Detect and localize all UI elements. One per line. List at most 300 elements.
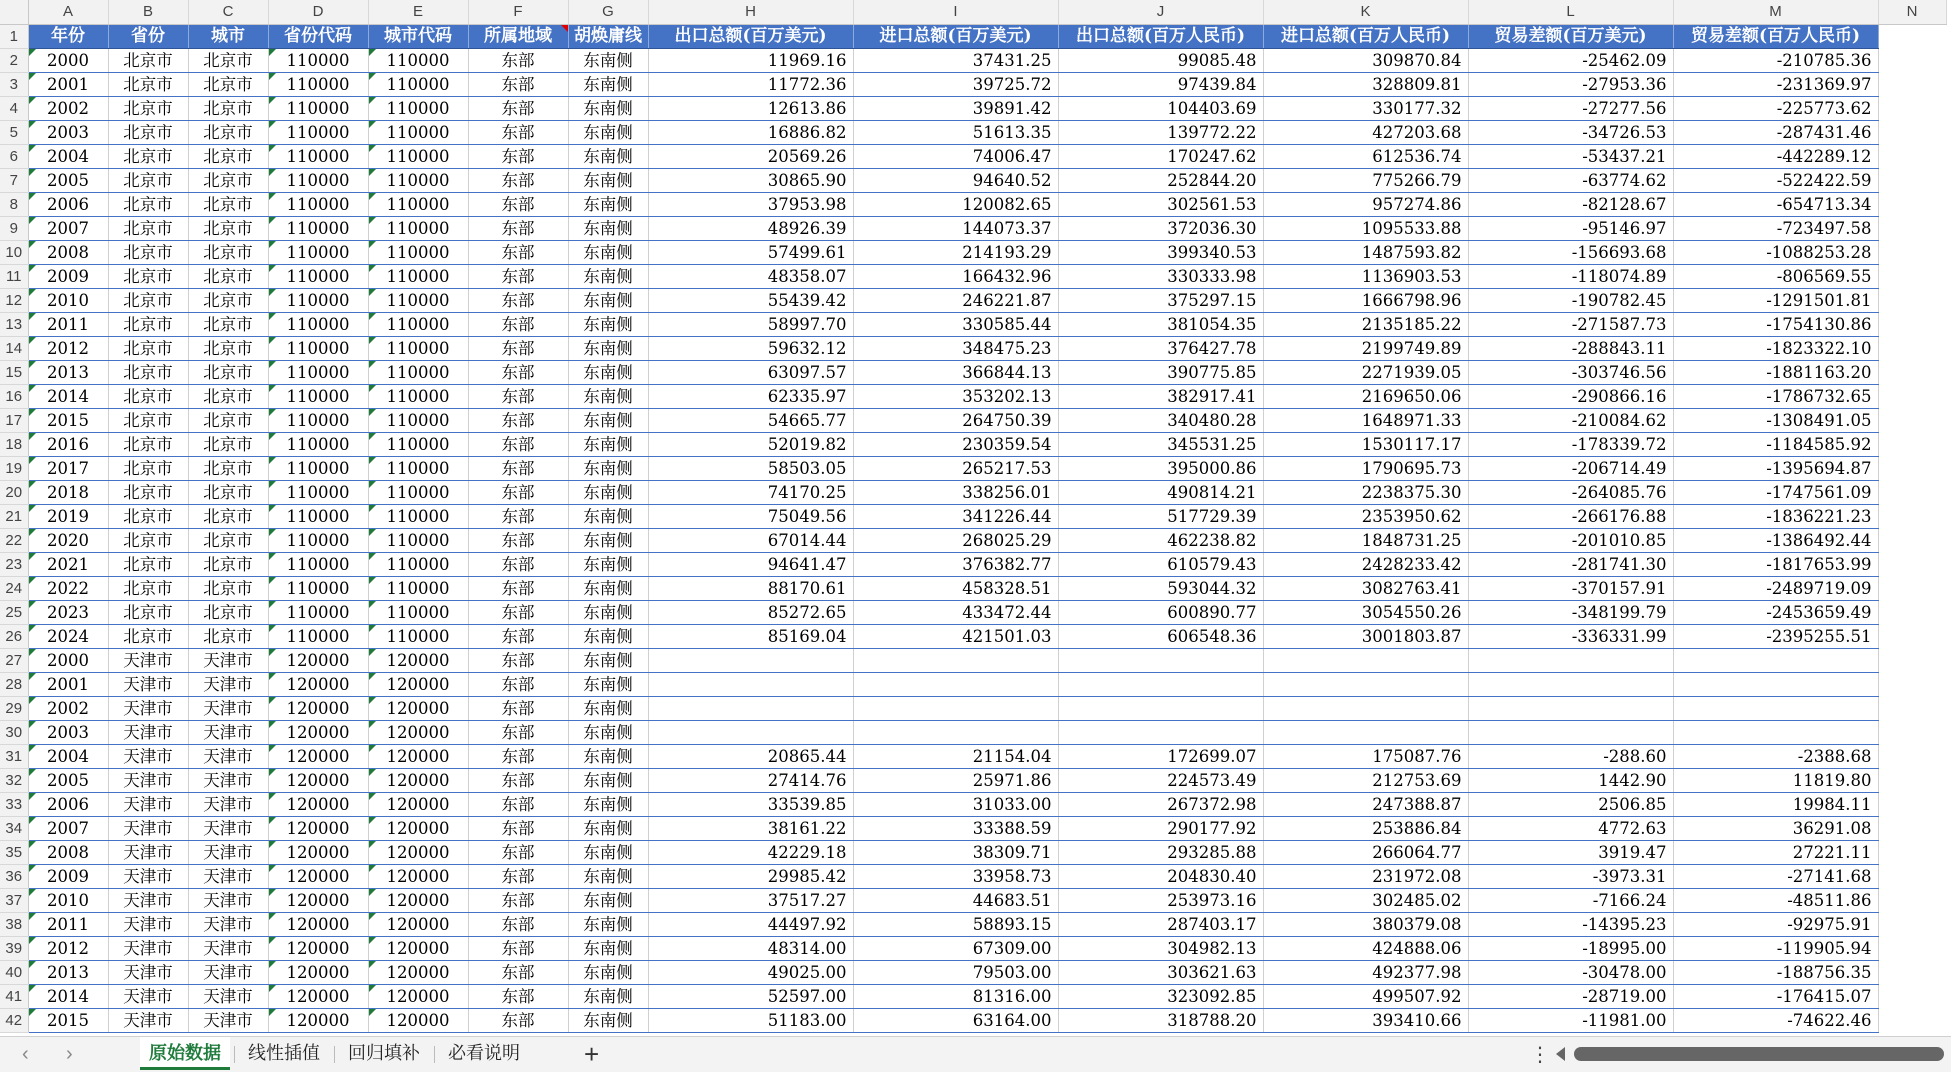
prev-sheet-icon[interactable]: ‹: [22, 1043, 29, 1065]
table-cell[interactable]: 2013: [28, 360, 108, 384]
empty-cell[interactable]: [1878, 336, 1946, 360]
table-cell[interactable]: 427203.68: [1263, 120, 1468, 144]
table-cell[interactable]: [1263, 672, 1468, 696]
table-cell[interactable]: 94640.52: [853, 168, 1058, 192]
table-cell[interactable]: 3082763.41: [1263, 576, 1468, 600]
table-cell[interactable]: 天津市: [108, 864, 188, 888]
table-cell[interactable]: 110000: [368, 264, 468, 288]
table-cell[interactable]: 2020: [28, 528, 108, 552]
row-header[interactable]: 23: [0, 552, 28, 576]
table-cell[interactable]: -92975.91: [1673, 912, 1878, 936]
table-cell[interactable]: 东部: [468, 768, 568, 792]
table-cell[interactable]: 110000: [268, 120, 368, 144]
table-cell[interactable]: 东南侧: [568, 912, 648, 936]
row-header[interactable]: 9: [0, 216, 28, 240]
table-cell[interactable]: 120000: [368, 792, 468, 816]
table-cell[interactable]: 323092.85: [1058, 984, 1263, 1008]
table-cell[interactable]: 北京市: [108, 456, 188, 480]
table-cell[interactable]: 1530117.17: [1263, 432, 1468, 456]
table-cell[interactable]: 北京市: [108, 384, 188, 408]
table-cell[interactable]: 东南侧: [568, 504, 648, 528]
table-cell[interactable]: 110000: [268, 552, 368, 576]
table-cell[interactable]: [648, 720, 853, 744]
row-header[interactable]: 10: [0, 240, 28, 264]
table-cell[interactable]: 120000: [368, 1008, 468, 1032]
table-cell[interactable]: 490814.21: [1058, 480, 1263, 504]
table-cell[interactable]: 120000: [268, 888, 368, 912]
table-cell[interactable]: 62335.97: [648, 384, 853, 408]
table-cell[interactable]: 2004: [28, 744, 108, 768]
table-cell[interactable]: 天津市: [108, 1008, 188, 1032]
table-cell[interactable]: 110000: [268, 624, 368, 648]
table-cell[interactable]: 52597.00: [648, 984, 853, 1008]
empty-cell[interactable]: [1878, 744, 1946, 768]
header-cell[interactable]: 省份代码: [268, 24, 368, 48]
table-cell[interactable]: 北京市: [188, 192, 268, 216]
row-header[interactable]: 37: [0, 888, 28, 912]
table-cell[interactable]: 东部: [468, 288, 568, 312]
table-cell[interactable]: -1184585.92: [1673, 432, 1878, 456]
table-cell[interactable]: -30478.00: [1468, 960, 1673, 984]
table-cell[interactable]: 东部: [468, 792, 568, 816]
table-cell[interactable]: 北京市: [188, 432, 268, 456]
table-cell[interactable]: 3054550.26: [1263, 600, 1468, 624]
row-header[interactable]: 27: [0, 648, 28, 672]
table-cell[interactable]: 110000: [268, 528, 368, 552]
table-cell[interactable]: 2015: [28, 1008, 108, 1032]
column-header-d[interactable]: D: [268, 0, 368, 24]
table-cell[interactable]: 399340.53: [1058, 240, 1263, 264]
header-cell[interactable]: 进口总额(百万美元): [853, 24, 1058, 48]
table-cell[interactable]: -288.60: [1468, 744, 1673, 768]
table-cell[interactable]: -7166.24: [1468, 888, 1673, 912]
table-cell[interactable]: -34726.53: [1468, 120, 1673, 144]
empty-cell[interactable]: [1878, 192, 1946, 216]
row-header[interactable]: 4: [0, 96, 28, 120]
table-cell[interactable]: 东南侧: [568, 408, 648, 432]
table-cell[interactable]: 北京市: [108, 552, 188, 576]
table-cell[interactable]: 340480.28: [1058, 408, 1263, 432]
table-cell[interactable]: -95146.97: [1468, 216, 1673, 240]
table-cell[interactable]: 天津市: [108, 960, 188, 984]
table-cell[interactable]: 120082.65: [853, 192, 1058, 216]
scroll-left-icon[interactable]: [1556, 1047, 1565, 1061]
table-cell[interactable]: 东南侧: [568, 600, 648, 624]
table-cell[interactable]: 2004: [28, 144, 108, 168]
table-cell[interactable]: 天津市: [188, 864, 268, 888]
table-cell[interactable]: 东南侧: [568, 816, 648, 840]
table-cell[interactable]: 天津市: [108, 648, 188, 672]
table-cell[interactable]: 212753.69: [1263, 768, 1468, 792]
row-header[interactable]: 42: [0, 1008, 28, 1032]
table-cell[interactable]: 2011: [28, 312, 108, 336]
table-cell[interactable]: 北京市: [108, 120, 188, 144]
table-cell[interactable]: 268025.29: [853, 528, 1058, 552]
table-cell[interactable]: 120000: [268, 936, 368, 960]
table-cell[interactable]: 4772.63: [1468, 816, 1673, 840]
table-cell[interactable]: [1673, 672, 1878, 696]
column-header-k[interactable]: K: [1263, 0, 1468, 24]
table-cell[interactable]: 东南侧: [568, 264, 648, 288]
table-cell[interactable]: 110000: [368, 144, 468, 168]
table-cell[interactable]: 2199749.89: [1263, 336, 1468, 360]
table-cell[interactable]: 264750.39: [853, 408, 1058, 432]
table-cell[interactable]: 北京市: [188, 288, 268, 312]
table-cell[interactable]: 302561.53: [1058, 192, 1263, 216]
table-cell[interactable]: 120000: [368, 768, 468, 792]
empty-cell[interactable]: [1878, 696, 1946, 720]
table-cell[interactable]: 天津市: [188, 912, 268, 936]
table-cell[interactable]: 381054.35: [1058, 312, 1263, 336]
row-header[interactable]: 30: [0, 720, 28, 744]
table-cell[interactable]: 2007: [28, 216, 108, 240]
select-all-corner[interactable]: [0, 0, 28, 24]
table-cell[interactable]: 东南侧: [568, 792, 648, 816]
table-cell[interactable]: 天津市: [188, 720, 268, 744]
table-cell[interactable]: [1058, 720, 1263, 744]
table-cell[interactable]: 东南侧: [568, 864, 648, 888]
empty-cell[interactable]: [1878, 768, 1946, 792]
table-cell[interactable]: 北京市: [108, 432, 188, 456]
table-cell[interactable]: 1095533.88: [1263, 216, 1468, 240]
table-cell[interactable]: 110000: [368, 288, 468, 312]
table-cell[interactable]: 东南侧: [568, 840, 648, 864]
table-cell[interactable]: 110000: [368, 480, 468, 504]
row-header[interactable]: 29: [0, 696, 28, 720]
table-cell[interactable]: 110000: [268, 384, 368, 408]
table-cell[interactable]: 120000: [368, 936, 468, 960]
table-cell[interactable]: 东南侧: [568, 984, 648, 1008]
table-cell[interactable]: 2238375.30: [1263, 480, 1468, 504]
table-cell[interactable]: 1848731.25: [1263, 528, 1468, 552]
table-cell[interactable]: 110000: [368, 96, 468, 120]
table-cell[interactable]: 110000: [368, 312, 468, 336]
table-cell[interactable]: 东部: [468, 552, 568, 576]
table-cell[interactable]: 51183.00: [648, 1008, 853, 1032]
table-cell[interactable]: 天津市: [188, 696, 268, 720]
table-cell[interactable]: 458328.51: [853, 576, 1058, 600]
table-cell[interactable]: 120000: [368, 816, 468, 840]
column-header-e[interactable]: E: [368, 0, 468, 24]
column-header-m[interactable]: M: [1673, 0, 1878, 24]
table-cell[interactable]: 110000: [368, 432, 468, 456]
header-cell[interactable]: [1878, 24, 1946, 48]
header-cell[interactable]: 出口总额(百万人民币): [1058, 24, 1263, 48]
header-cell[interactable]: 出口总额(百万美元): [648, 24, 853, 48]
empty-cell[interactable]: [1878, 960, 1946, 984]
table-cell[interactable]: 74170.25: [648, 480, 853, 504]
table-cell[interactable]: 58503.05: [648, 456, 853, 480]
table-cell[interactable]: 东部: [468, 312, 568, 336]
table-cell[interactable]: 2001: [28, 72, 108, 96]
table-cell[interactable]: 东部: [468, 72, 568, 96]
table-cell[interactable]: 110000: [368, 240, 468, 264]
table-cell[interactable]: 775266.79: [1263, 168, 1468, 192]
table-cell[interactable]: 2000: [28, 648, 108, 672]
empty-cell[interactable]: [1878, 912, 1946, 936]
table-cell[interactable]: 110000: [268, 288, 368, 312]
empty-cell[interactable]: [1878, 120, 1946, 144]
table-cell[interactable]: 120000: [268, 912, 368, 936]
table-cell[interactable]: 东南侧: [568, 96, 648, 120]
table-cell[interactable]: 170247.62: [1058, 144, 1263, 168]
table-cell[interactable]: 120000: [268, 792, 368, 816]
empty-cell[interactable]: [1878, 528, 1946, 552]
table-cell[interactable]: 382917.41: [1058, 384, 1263, 408]
table-cell[interactable]: 东部: [468, 960, 568, 984]
table-cell[interactable]: 2019: [28, 504, 108, 528]
table-cell[interactable]: 东部: [468, 816, 568, 840]
table-cell[interactable]: -225773.62: [1673, 96, 1878, 120]
table-cell[interactable]: 东南侧: [568, 528, 648, 552]
table-cell[interactable]: [1468, 672, 1673, 696]
table-cell[interactable]: -290866.16: [1468, 384, 1673, 408]
table-cell[interactable]: 38309.71: [853, 840, 1058, 864]
table-cell[interactable]: 166432.96: [853, 264, 1058, 288]
table-cell[interactable]: -210084.62: [1468, 408, 1673, 432]
table-cell[interactable]: 120000: [268, 960, 368, 984]
table-cell[interactable]: 东部: [468, 912, 568, 936]
table-cell[interactable]: [853, 648, 1058, 672]
table-cell[interactable]: 东南侧: [568, 552, 648, 576]
table-cell[interactable]: 110000: [268, 600, 368, 624]
table-cell[interactable]: 北京市: [188, 600, 268, 624]
header-cell[interactable]: 胡焕庸线: [568, 24, 648, 48]
empty-cell[interactable]: [1878, 168, 1946, 192]
table-cell[interactable]: [648, 696, 853, 720]
table-cell[interactable]: [1468, 696, 1673, 720]
table-cell[interactable]: -27277.56: [1468, 96, 1673, 120]
column-header-a[interactable]: A: [28, 0, 108, 24]
row-header[interactable]: 26: [0, 624, 28, 648]
table-cell[interactable]: 天津市: [108, 768, 188, 792]
table-cell[interactable]: 东南侧: [568, 216, 648, 240]
table-cell[interactable]: 67014.44: [648, 528, 853, 552]
table-cell[interactable]: 2000: [28, 48, 108, 72]
table-cell[interactable]: 37953.98: [648, 192, 853, 216]
row-header[interactable]: 33: [0, 792, 28, 816]
empty-cell[interactable]: [1878, 360, 1946, 384]
table-cell[interactable]: 东部: [468, 984, 568, 1008]
column-header-g[interactable]: G: [568, 0, 648, 24]
table-cell[interactable]: 120000: [268, 696, 368, 720]
row-header[interactable]: 41: [0, 984, 28, 1008]
table-cell[interactable]: 37517.27: [648, 888, 853, 912]
table-cell[interactable]: 2169650.06: [1263, 384, 1468, 408]
table-cell[interactable]: 309870.84: [1263, 48, 1468, 72]
table-cell[interactable]: 北京市: [188, 480, 268, 504]
table-cell[interactable]: -1747561.09: [1673, 480, 1878, 504]
table-cell[interactable]: 天津市: [188, 936, 268, 960]
table-cell[interactable]: 2002: [28, 96, 108, 120]
table-cell[interactable]: 63097.57: [648, 360, 853, 384]
table-cell[interactable]: 57499.61: [648, 240, 853, 264]
table-cell[interactable]: 120000: [368, 720, 468, 744]
table-cell[interactable]: 600890.77: [1058, 600, 1263, 624]
table-cell[interactable]: 东部: [468, 672, 568, 696]
table-cell[interactable]: 30865.90: [648, 168, 853, 192]
table-cell[interactable]: 东南侧: [568, 384, 648, 408]
row-header[interactable]: 40: [0, 960, 28, 984]
table-cell[interactable]: 东部: [468, 624, 568, 648]
row-header[interactable]: 6: [0, 144, 28, 168]
table-cell[interactable]: 110000: [368, 192, 468, 216]
table-cell[interactable]: 390775.85: [1058, 360, 1263, 384]
table-cell[interactable]: 东部: [468, 456, 568, 480]
table-cell[interactable]: 231972.08: [1263, 864, 1468, 888]
table-cell[interactable]: 天津市: [108, 936, 188, 960]
empty-cell[interactable]: [1878, 816, 1946, 840]
table-cell[interactable]: 110000: [268, 144, 368, 168]
table-cell[interactable]: -288843.11: [1468, 336, 1673, 360]
table-cell[interactable]: 33958.73: [853, 864, 1058, 888]
table-cell[interactable]: 2006: [28, 792, 108, 816]
table-cell[interactable]: [1673, 696, 1878, 720]
table-cell[interactable]: 天津市: [108, 792, 188, 816]
table-cell[interactable]: 2013: [28, 960, 108, 984]
table-cell[interactable]: -442289.12: [1673, 144, 1878, 168]
table-cell[interactable]: 北京市: [108, 312, 188, 336]
table-cell[interactable]: -522422.59: [1673, 168, 1878, 192]
table-cell[interactable]: 120000: [268, 768, 368, 792]
table-cell[interactable]: 东部: [468, 264, 568, 288]
table-cell[interactable]: 天津市: [188, 768, 268, 792]
table-cell[interactable]: 北京市: [188, 264, 268, 288]
table-cell[interactable]: -1823322.10: [1673, 336, 1878, 360]
table-cell[interactable]: 东部: [468, 216, 568, 240]
table-cell[interactable]: 11969.16: [648, 48, 853, 72]
table-cell[interactable]: 110000: [368, 48, 468, 72]
table-cell[interactable]: 北京市: [108, 192, 188, 216]
table-cell[interactable]: 48926.39: [648, 216, 853, 240]
empty-cell[interactable]: [1878, 240, 1946, 264]
table-cell[interactable]: 1666798.96: [1263, 288, 1468, 312]
empty-cell[interactable]: [1878, 432, 1946, 456]
table-cell[interactable]: 345531.25: [1058, 432, 1263, 456]
table-cell[interactable]: 120000: [368, 840, 468, 864]
table-cell[interactable]: 372036.30: [1058, 216, 1263, 240]
table-cell[interactable]: 67309.00: [853, 936, 1058, 960]
table-cell[interactable]: -1754130.86: [1673, 312, 1878, 336]
table-cell[interactable]: 天津市: [188, 888, 268, 912]
table-cell[interactable]: -74622.46: [1673, 1008, 1878, 1032]
table-cell[interactable]: -190782.45: [1468, 288, 1673, 312]
table-cell[interactable]: [1058, 648, 1263, 672]
table-cell[interactable]: 2014: [28, 384, 108, 408]
empty-cell[interactable]: [1878, 672, 1946, 696]
table-cell[interactable]: 北京市: [188, 240, 268, 264]
table-cell[interactable]: 63164.00: [853, 1008, 1058, 1032]
table-cell[interactable]: 366844.13: [853, 360, 1058, 384]
table-cell[interactable]: 天津市: [188, 816, 268, 840]
table-cell[interactable]: 110000: [368, 72, 468, 96]
table-cell[interactable]: 54665.77: [648, 408, 853, 432]
table-cell[interactable]: 北京市: [188, 48, 268, 72]
table-cell[interactable]: 110000: [368, 168, 468, 192]
table-cell[interactable]: -2453659.49: [1673, 600, 1878, 624]
more-options-icon[interactable]: ⋮: [1530, 1044, 1550, 1066]
table-cell[interactable]: 328809.81: [1263, 72, 1468, 96]
table-cell[interactable]: 110000: [368, 456, 468, 480]
table-cell[interactable]: 东南侧: [568, 192, 648, 216]
table-cell[interactable]: 东南侧: [568, 312, 648, 336]
table-cell[interactable]: 38161.22: [648, 816, 853, 840]
table-cell[interactable]: 110000: [268, 408, 368, 432]
table-cell[interactable]: -336331.99: [1468, 624, 1673, 648]
table-cell[interactable]: 东南侧: [568, 768, 648, 792]
empty-cell[interactable]: [1878, 864, 1946, 888]
table-cell[interactable]: 2010: [28, 888, 108, 912]
column-header-i[interactable]: I: [853, 0, 1058, 24]
empty-cell[interactable]: [1878, 312, 1946, 336]
table-cell[interactable]: 东南侧: [568, 120, 648, 144]
table-cell[interactable]: 110000: [268, 192, 368, 216]
table-cell[interactable]: 120000: [368, 984, 468, 1008]
table-cell[interactable]: 11772.36: [648, 72, 853, 96]
table-cell[interactable]: 287403.17: [1058, 912, 1263, 936]
empty-cell[interactable]: [1878, 624, 1946, 648]
table-cell[interactable]: 110000: [268, 264, 368, 288]
table-cell[interactable]: 东部: [468, 168, 568, 192]
table-cell[interactable]: -156693.68: [1468, 240, 1673, 264]
table-cell[interactable]: 东南侧: [568, 576, 648, 600]
table-cell[interactable]: 267372.98: [1058, 792, 1263, 816]
table-cell[interactable]: 北京市: [188, 216, 268, 240]
table-cell[interactable]: 2012: [28, 936, 108, 960]
table-cell[interactable]: -348199.79: [1468, 600, 1673, 624]
table-cell[interactable]: -201010.85: [1468, 528, 1673, 552]
table-cell[interactable]: 2014: [28, 984, 108, 1008]
table-cell[interactable]: 东部: [468, 360, 568, 384]
table-cell[interactable]: 318788.20: [1058, 1008, 1263, 1032]
table-cell[interactable]: 376427.78: [1058, 336, 1263, 360]
table-cell[interactable]: 东部: [468, 336, 568, 360]
row-header[interactable]: 31: [0, 744, 28, 768]
sheet-tab-4[interactable]: 必看说明: [448, 1043, 520, 1064]
table-cell[interactable]: 东南侧: [568, 432, 648, 456]
table-cell[interactable]: 2009: [28, 264, 108, 288]
table-cell[interactable]: 462238.82: [1058, 528, 1263, 552]
table-cell[interactable]: 37431.25: [853, 48, 1058, 72]
table-cell[interactable]: 120000: [368, 960, 468, 984]
empty-cell[interactable]: [1878, 144, 1946, 168]
table-cell[interactable]: 224573.49: [1058, 768, 1263, 792]
row-header[interactable]: 3: [0, 72, 28, 96]
table-cell[interactable]: 85272.65: [648, 600, 853, 624]
table-cell[interactable]: 北京市: [108, 288, 188, 312]
table-cell[interactable]: 110000: [268, 456, 368, 480]
table-cell[interactable]: 120000: [268, 672, 368, 696]
table-cell[interactable]: 北京市: [108, 96, 188, 120]
table-cell[interactable]: -28719.00: [1468, 984, 1673, 1008]
table-cell[interactable]: 东南侧: [568, 648, 648, 672]
table-cell[interactable]: 北京市: [188, 504, 268, 528]
table-cell[interactable]: -18995.00: [1468, 936, 1673, 960]
empty-cell[interactable]: [1878, 600, 1946, 624]
table-cell[interactable]: 2023: [28, 600, 108, 624]
table-cell[interactable]: 610579.43: [1058, 552, 1263, 576]
table-cell[interactable]: 110000: [268, 576, 368, 600]
table-cell[interactable]: 606548.36: [1058, 624, 1263, 648]
table-cell[interactable]: 2011: [28, 912, 108, 936]
table-cell[interactable]: 303621.63: [1058, 960, 1263, 984]
table-cell[interactable]: [1673, 720, 1878, 744]
table-cell[interactable]: 99085.48: [1058, 48, 1263, 72]
table-cell[interactable]: 120000: [368, 672, 468, 696]
column-header-c[interactable]: C: [188, 0, 268, 24]
table-cell[interactable]: 139772.22: [1058, 120, 1263, 144]
table-cell[interactable]: -2395255.51: [1673, 624, 1878, 648]
